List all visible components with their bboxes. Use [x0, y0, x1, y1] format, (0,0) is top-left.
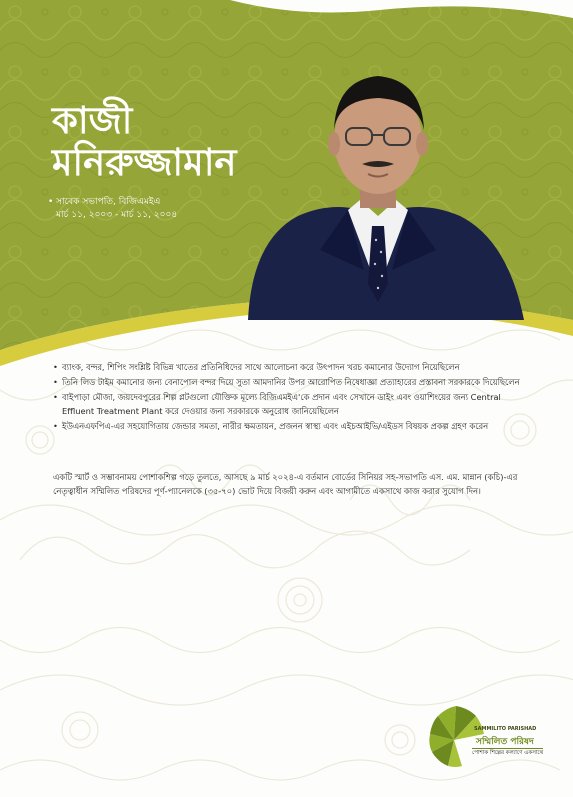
- logo-name-english: SAMMILITO PARISHAD: [474, 726, 537, 732]
- candidate-name: [52, 100, 237, 184]
- achievements-list: [53, 360, 533, 434]
- portrait-photo: [228, 40, 530, 320]
- list-item: • তিনি লিড টাইম কমানোর জন্য বেনাপোল বন্দর দিয়ে সুতা আমদানির উপর আরোপিত নিষেধাজ্ঞা প্রত্যাহারের প্রস্তাবনা সরকারকে দিয়েছিলেন: [53, 375, 533, 389]
- title-bullet: •: [48, 197, 54, 207]
- former-position: [48, 196, 178, 222]
- list-item: • ইউএনএফপিএ-এর সহযোগিতায় জেন্ডার সমতা, নারীর ক্ষমতায়ন, প্রজনন স্বাস্থ্য এবং এইচআইভি/এইডস বিষয়ক প্রকল্প গ্রহণ করেন: [53, 419, 533, 433]
- title-term: মার্চ ১১, ২০০৩ - মার্চ ১১, ২০০৪: [56, 210, 178, 220]
- logo-tagline: পোশাক শিল্পের কল্যাণে একসাথে: [472, 750, 544, 756]
- vote-appeal-paragraph: একটি স্মার্ট ও সম্ভাবনাময় পোশাকশিল্প গড়ে তুলতে, আসছে ৯ মার্চ ২০২৪-এ বর্তমান বোর্ডের সিনিয়র সহ-সভাপতি এস. এম. মান্নান (কচি)-এর নেতৃত্বাধীন সম্মিলিত পরিষদের পূর্ণ-প্যানেলকে (৩৫-৭০) ভোট দিয়ে বিজয়ী করুন এবং আগামীতে একসাথে কাজ করার সুযোগ দিন।: [53, 472, 518, 496]
- candidate-name-line1: কাজী: [52, 99, 133, 142]
- title-position: সাবেক সভাপতি, বিজিএমইএ: [56, 197, 161, 207]
- logo-name-bangla: সম্মিলিত পরিষদ: [476, 737, 534, 747]
- list-item: • ব্যাংক, বন্দর, শিপিং সংশ্লিষ্ট বিভিন্ন খাতের প্রতিনিধিদের সাথে আলোচনা করে উৎপাদন খরচ কমানোর উদ্যোগ নিয়েছিলেন: [53, 360, 533, 374]
- candidate-name-line2: মনিরুজ্জামান: [52, 141, 237, 184]
- list-item: • বাইপাড়া মৌজা, জয়দেবপুরের শিল্প প্লটগুলো যৌক্তিক মূল্যে বিজিএমইএ'কে প্রদান এবং সেখানে ডাইং এবং ওয়াশিংয়ের জন্য Central Effluent Treatment Plant করে দেওয়ার জন্য সরকারকে অনুরোধ জানিয়েছিলেন: [53, 390, 533, 418]
